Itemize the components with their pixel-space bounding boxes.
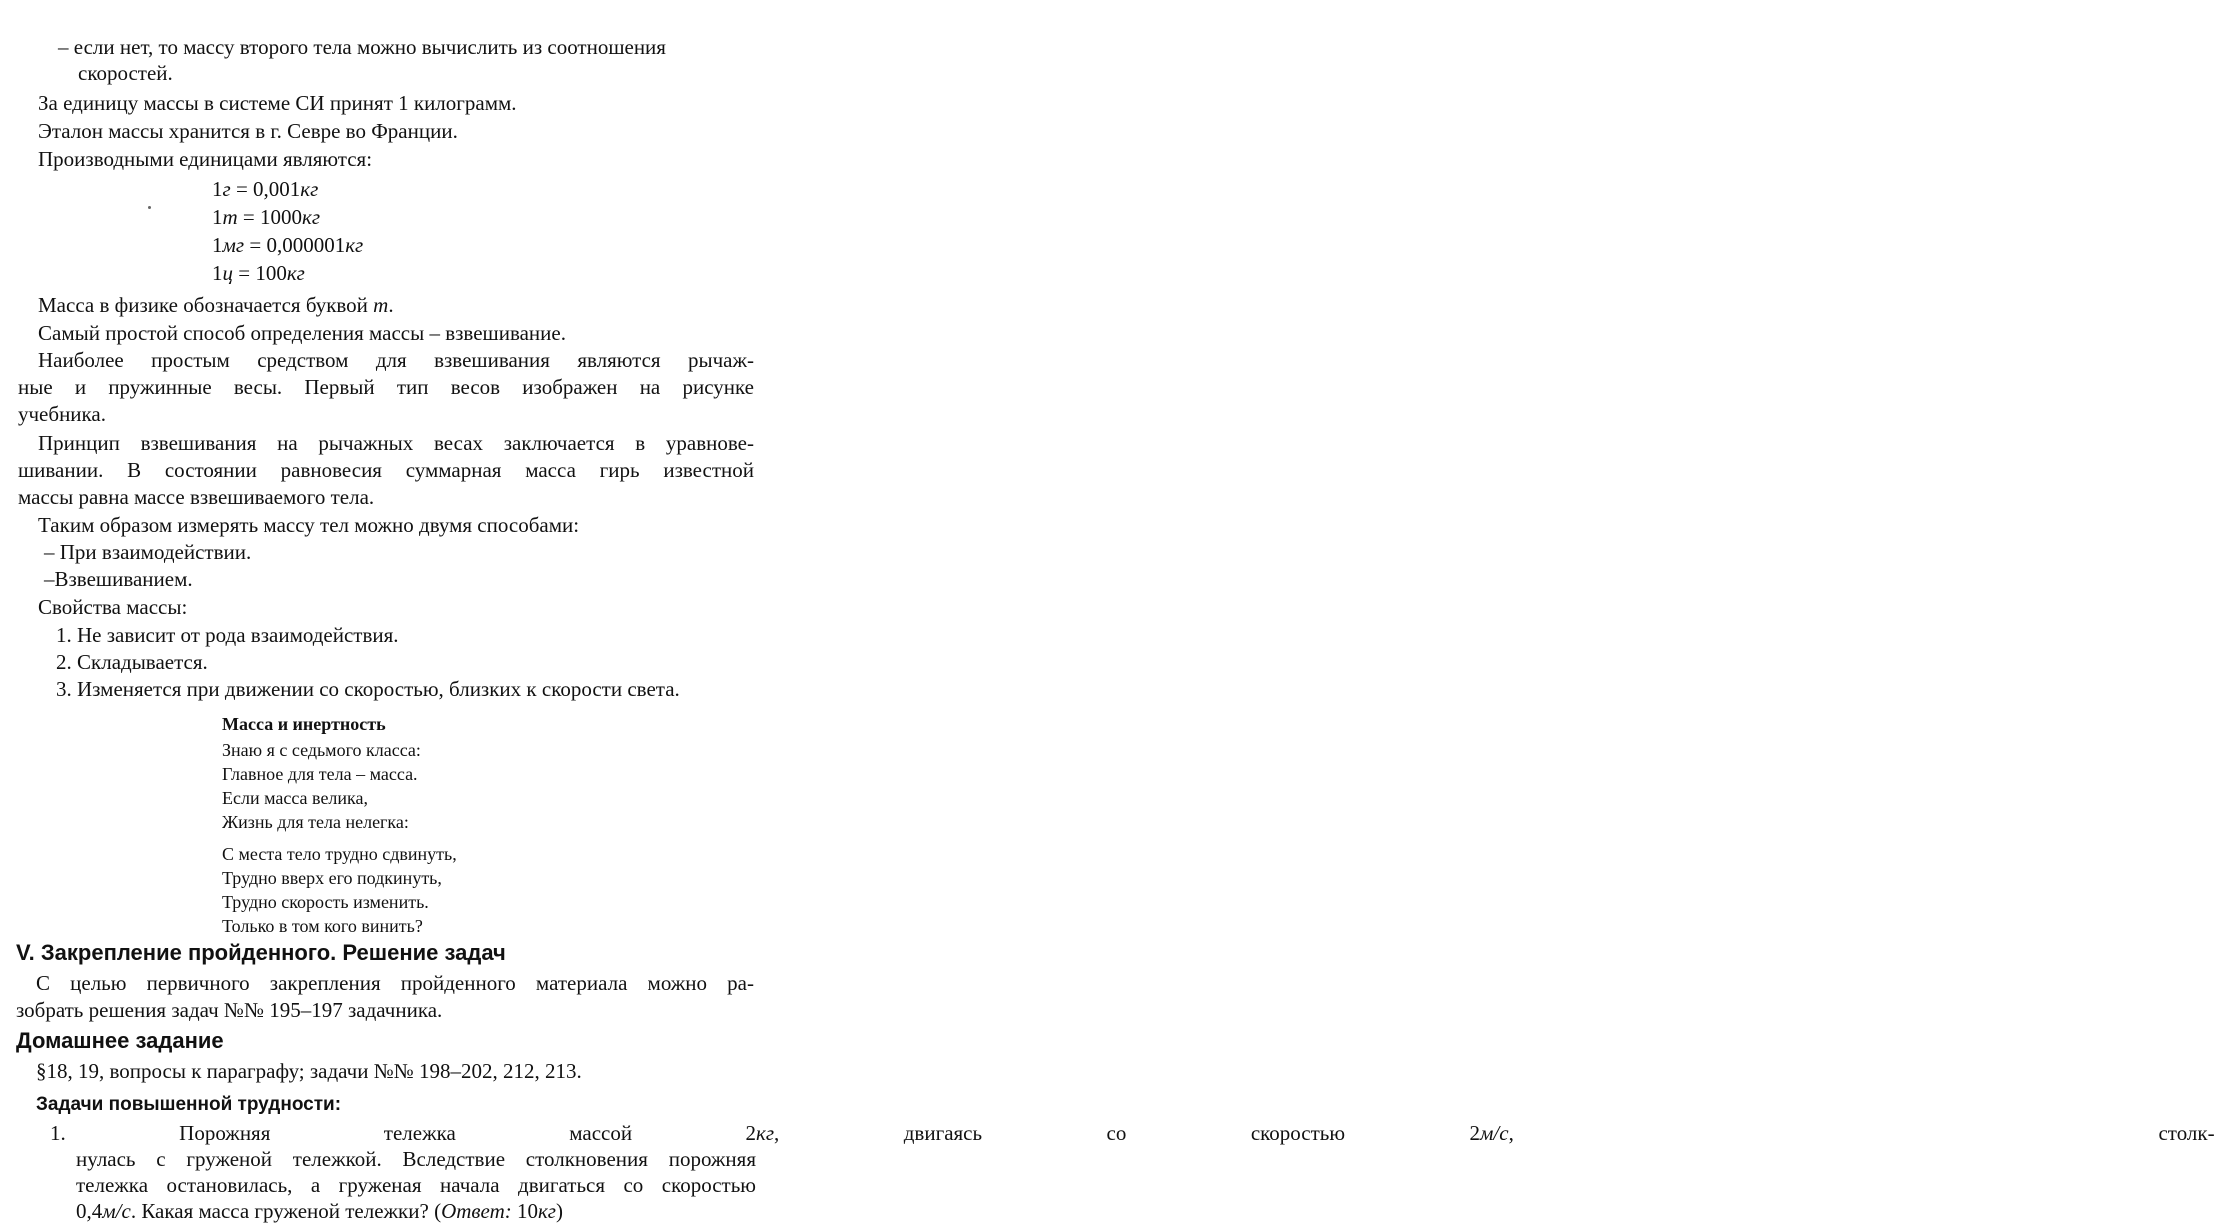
text-line: Масса в физике обозначается буквой m. (38, 293, 394, 317)
text-line: Производными единицами являются: (38, 147, 373, 171)
formula-milligram: 1мг = 0,000001кг (212, 233, 364, 257)
poem-line: Главное для тела – масса. (222, 764, 418, 784)
text-line: С целью первичного закрепления пройденного материала можно ра- (36, 971, 754, 995)
scan-speck (148, 206, 151, 209)
text-line: Наиболее простым средством для взвешивания являются рычаж- (38, 348, 754, 372)
text-line: шивании. В состоянии равновесия суммарная масса гирь известной (18, 458, 754, 482)
poem-line: Только в том кого винить? (222, 916, 423, 936)
poem-line: Жизнь для тела нелегка: (222, 812, 409, 832)
list-item: –Взвешиванием. (44, 567, 193, 591)
text-line: – если нет, то массу второго тела можно вычислить из соотношения (58, 35, 666, 59)
text-line: Принцип взвешивания на рычажных весах заключается в уравнове- (38, 431, 754, 455)
section-heading: V. Закрепление пройденного. Решение задач (16, 940, 506, 965)
poem-title: Масса и инертность (222, 714, 386, 734)
text-line: скоростей. (78, 61, 173, 85)
formula-centner: 1ц = 100кг (212, 261, 305, 285)
formula-gram: 1г = 0,001кг (212, 177, 319, 201)
text-line: ные и пружинные весы. Первый тип весов изображен на рисунке (18, 375, 754, 399)
task-line: нулась с груженой тележкой. Вследствие столкновения порожняя (76, 1147, 756, 1171)
formula-tonne: 1т = 1000кг (212, 205, 321, 229)
homework-text: §18, 19, вопросы к параграфу; задачи №№ 198–202, 212, 213. (36, 1059, 582, 1083)
poem-line: Знаю я с седьмого класса: (222, 740, 421, 760)
text-line: массы равна массе взвешиваемого тела. (18, 485, 375, 509)
task-line: тележка остановилась, а груженая начала двигаться со скоростью (76, 1173, 756, 1197)
homework-heading: Домашнее задание (16, 1028, 224, 1053)
text-line: Самый простой способ определения массы – взвешивание. (38, 321, 566, 345)
text-line: Эталон массы хранится в г. Севре во Франции. (38, 119, 458, 143)
text-line: За единицу массы в системе СИ принят 1 килограмм. (38, 91, 517, 115)
task-line: 1. Порожняя тележка массой 2кг, двигаясь со скоростью 2м/с, столк- (50, 1121, 2215, 1145)
hard-tasks-heading: Задачи повышенной трудности: (36, 1094, 342, 1115)
text-line: Свойства массы: (38, 595, 188, 619)
text-line: учебника. (18, 402, 106, 426)
list-item: 2. Складывается. (56, 650, 208, 674)
poem-line: С места тело трудно сдвинуть, (222, 844, 457, 864)
task-line: 0,4м/с. Какая масса груженой тележки? (Ответ: 10кг) (76, 1199, 564, 1223)
poem-line: Трудно скорость изменить. (222, 892, 429, 912)
text-line: зобрать решения задач №№ 195–197 задачника. (16, 998, 443, 1022)
poem-line: Если масса велика, (222, 788, 369, 808)
list-item: – При взаимодействии. (44, 540, 252, 564)
list-item: 1. Не зависит от рода взаимодействия. (56, 623, 399, 647)
poem-line: Трудно вверх его подкинуть, (222, 868, 442, 888)
text-line: Таким образом измерять массу тел можно двумя способами: (38, 513, 580, 537)
list-item: 3. Изменяется при движении со скоростью, близких к скорости света. (56, 677, 680, 701)
